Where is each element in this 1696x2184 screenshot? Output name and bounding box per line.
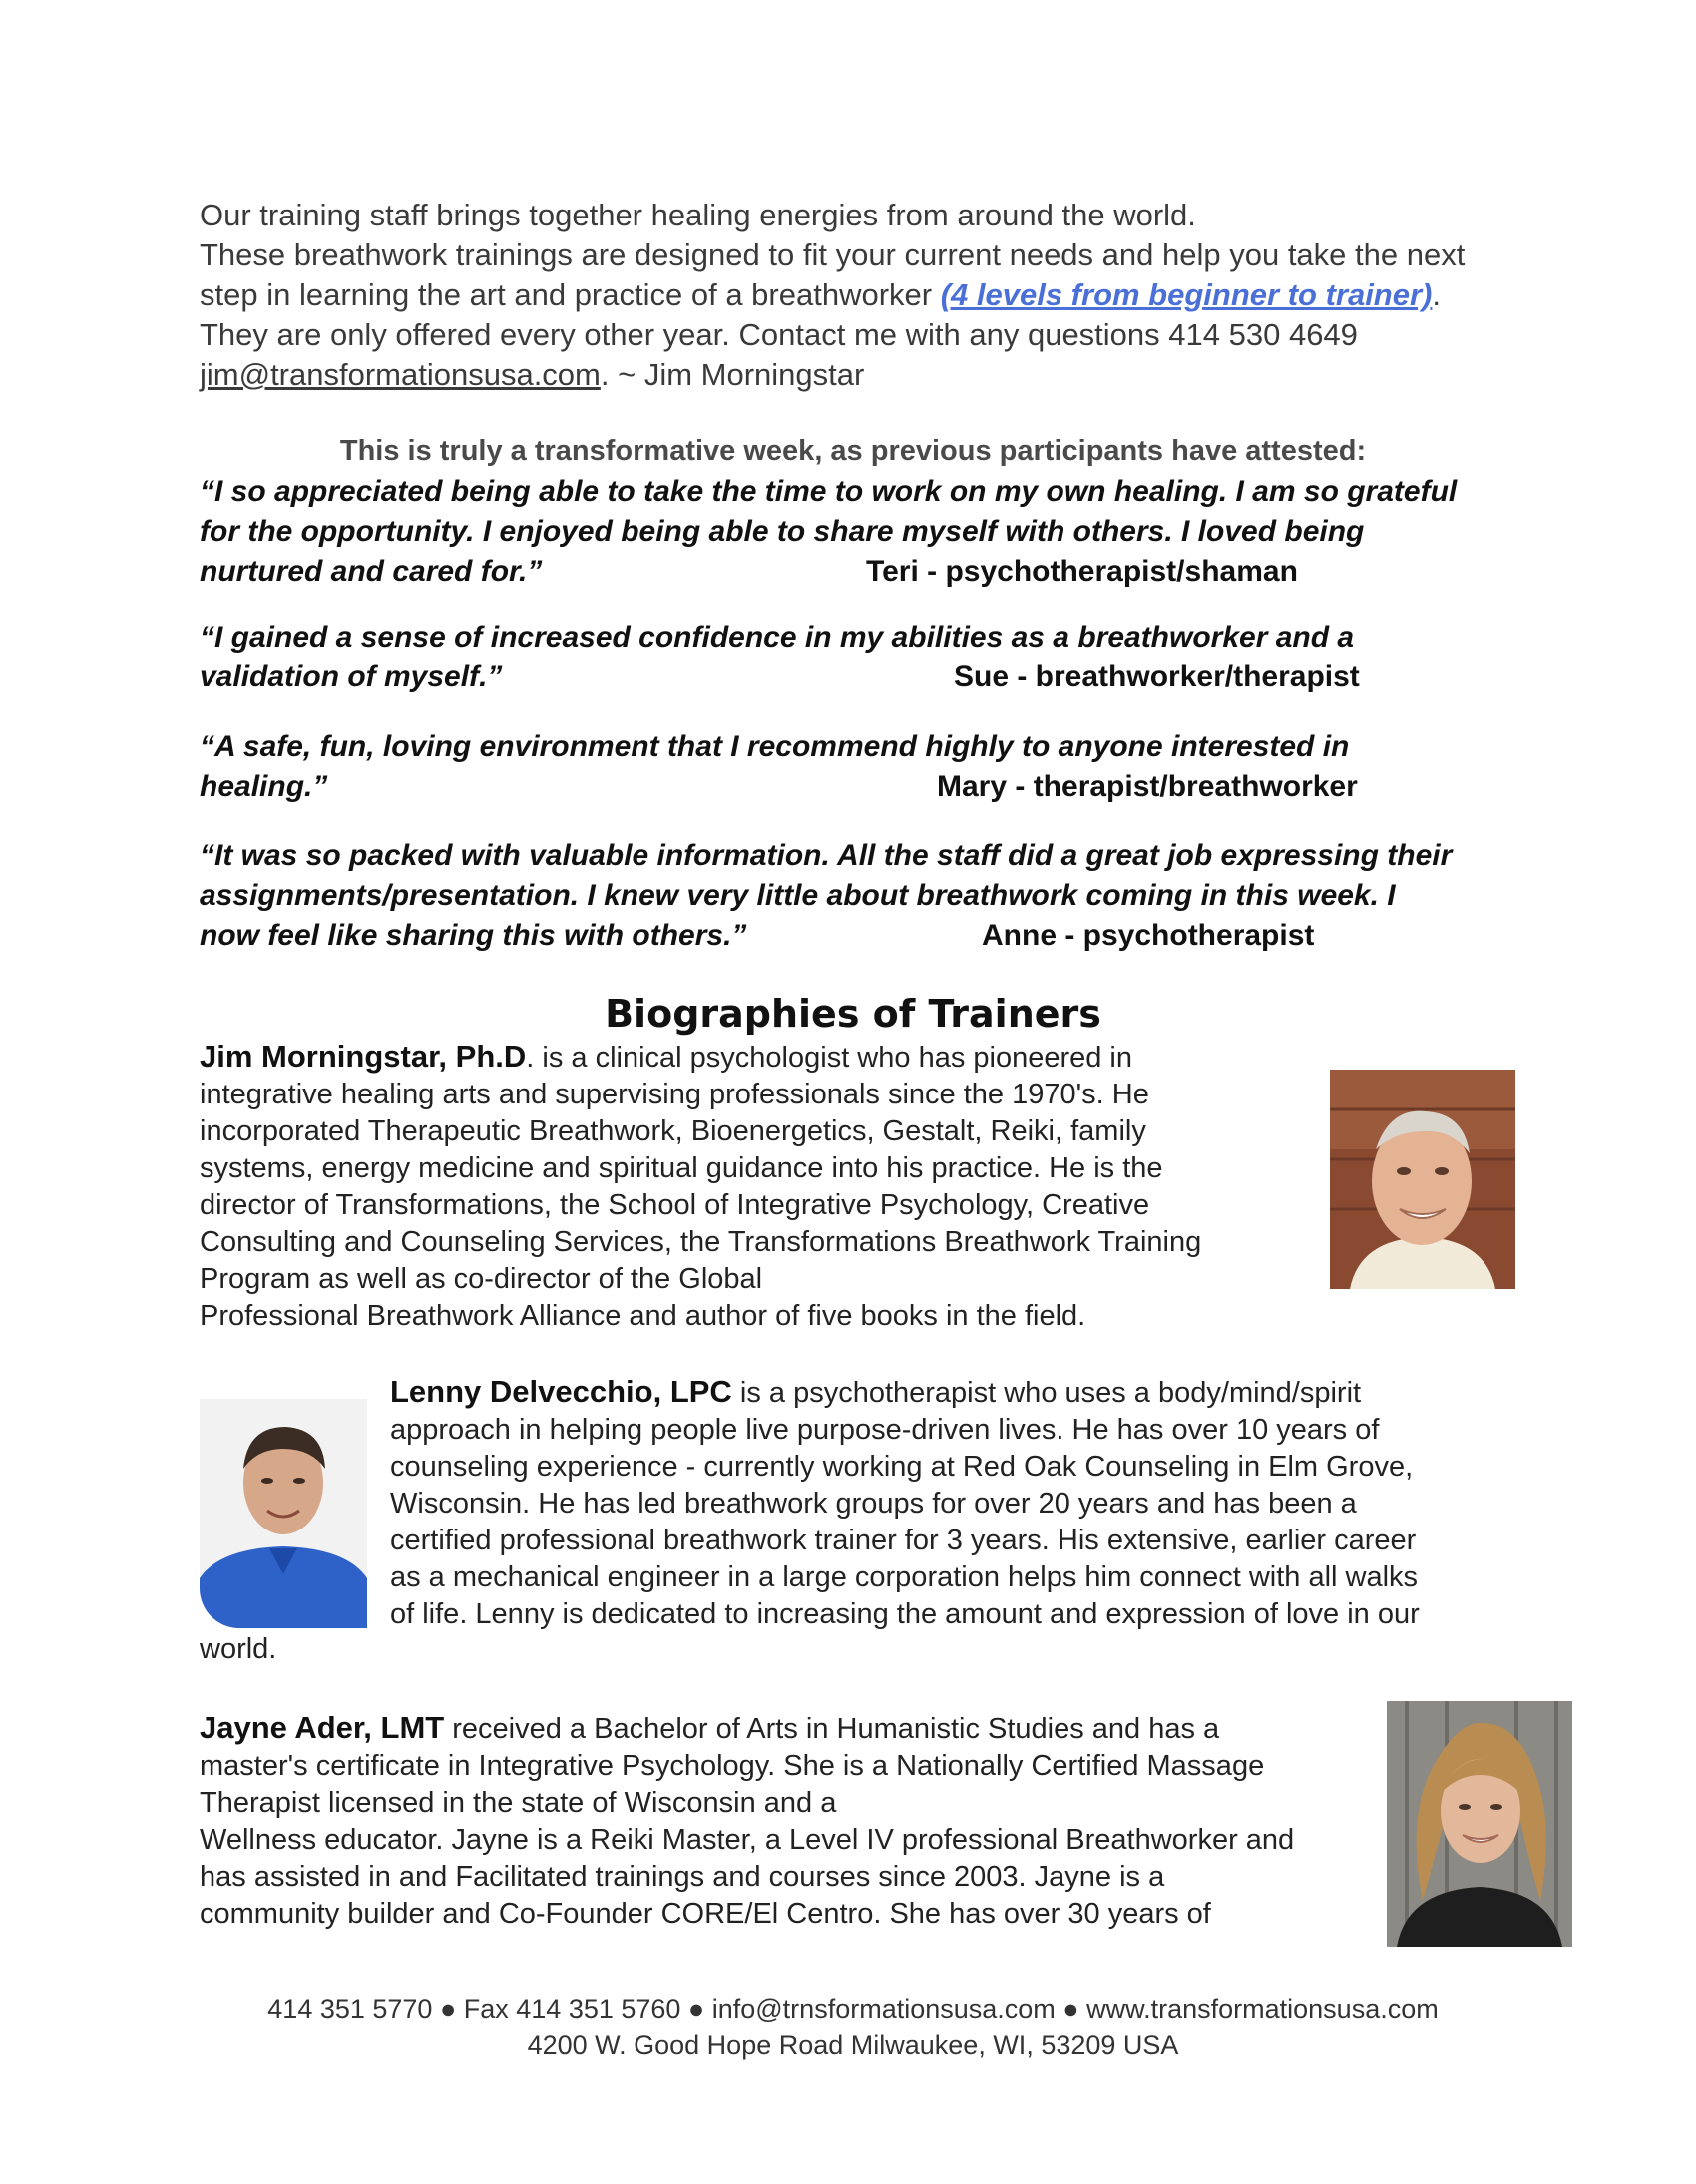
bio-line: integrative healing arts and supervising professionals since the 1970's. He bbox=[200, 1079, 1149, 1110]
bio-name: Jayne Ader, LMT bbox=[200, 1710, 445, 1745]
intro-contact-text: . They are only offered every other year. Contact me with any questions 414 530 4649 bbox=[200, 277, 1441, 352]
bio-line: as a mechanical engineer in a large corporation helps him connect with all walks bbox=[390, 1561, 1419, 1593]
quote-line: “A safe, fun, loving environment that I recommend highly to anyone interested in bbox=[200, 730, 1350, 763]
testimonial-anne bbox=[200, 836, 1516, 956]
bio-line: world. bbox=[200, 1633, 277, 1665]
portrait-icon bbox=[200, 1399, 367, 1628]
bio-line: Consulting and Counseling Services, the Transformations Breathwork Training bbox=[200, 1226, 1202, 1258]
bio-lenny-tail bbox=[200, 1631, 399, 1668]
bio-line: has assisted in and Facilitated trainings and courses since 2003. Jayne is a bbox=[200, 1861, 1165, 1893]
quote-attribution: Anne - psychotherapist bbox=[982, 919, 1315, 952]
quote-attribution: Mary - therapist/breathworker bbox=[937, 770, 1358, 803]
bio-name: Lenny Delvecchio, LPC bbox=[390, 1374, 732, 1409]
bio-line: community builder and Co-Founder CORE/El Centro. She has over 30 years of bbox=[200, 1898, 1211, 1930]
bio-line: systems, energy medicine and spiritual guidance into his practice. He is the bbox=[200, 1152, 1163, 1184]
footer-address: 4200 W. Good Hope Road Milwaukee, WI, 53209 USA bbox=[527, 2030, 1179, 2060]
testimonial-teri bbox=[200, 472, 1516, 592]
quote-line: assignments/presentation. I knew very little about breathwork coming in this week. I bbox=[200, 879, 1396, 912]
quote-line: “I so appreciated being able to take the time to work on my own healing. I am so grateful bbox=[200, 475, 1458, 508]
bio-line: Wellness educator. Jayne is a Reiki Master, a Level IV professional Breathworker and bbox=[200, 1824, 1295, 1856]
portrait-icon bbox=[1387, 1701, 1572, 1947]
bio-line: counseling experience - currently working at Red Oak Counseling in Elm Grove, bbox=[390, 1451, 1414, 1483]
intro-line-1: Our training staff brings together healing energies from around the world. bbox=[200, 198, 1196, 232]
bio-line: of life. Lenny is dedicated to increasing the amount and expression of love in our bbox=[390, 1598, 1420, 1630]
quote-line: “It was so packed with valuable information. All the staff did a great job expressing their bbox=[200, 839, 1453, 872]
bio-jayne bbox=[200, 1709, 1377, 1933]
bio-lenny bbox=[390, 1373, 1517, 1633]
photo-jim bbox=[1330, 1070, 1515, 1289]
footer-contact: 414 351 5770 ● Fax 414 351 5760 ● info@trnsformationsusa.com ● www.transformationsusa.com bbox=[267, 1994, 1439, 2024]
intro-text: These breathwork trainings are designed to fit your current needs and help you take the next step in learning the art and practice of a breathworker bbox=[200, 237, 1466, 312]
intro-signoff: . ~ Jim Morningstar bbox=[600, 357, 865, 392]
bio-line: Professional Breathwork Alliance and author of five books in the field. bbox=[200, 1300, 1086, 1332]
page-footer bbox=[200, 1991, 1506, 2063]
testimonial-sue bbox=[200, 618, 1516, 697]
portrait-icon bbox=[1330, 1070, 1515, 1289]
quote-line: now feel like sharing this with others.” bbox=[200, 919, 747, 952]
levels-link[interactable]: (4 levels from beginner to trainer) bbox=[940, 277, 1433, 312]
bio-line: Therapist licensed in the state of Wisconsin and a bbox=[200, 1787, 837, 1819]
email-link[interactable]: jim@transformationsusa.com bbox=[200, 357, 601, 392]
testimonials-heading: This is truly a transformative week, as previous participants have attested: bbox=[339, 435, 1367, 467]
quote-line: validation of myself.” bbox=[200, 660, 503, 693]
bio-line: Program as well as co-director of the Global bbox=[200, 1263, 763, 1295]
quote-line: “I gained a sense of increased confidence in my abilities as a breathworker and a bbox=[200, 621, 1355, 654]
intro-line-2 bbox=[200, 235, 1516, 395]
bio-line: incorporated Therapeutic Breathwork, Bioenergetics, Gestalt, Reiki, family bbox=[200, 1115, 1146, 1147]
quote-line: for the opportunity. I enjoyed being able to share myself with others. I loved being bbox=[200, 515, 1365, 548]
bio-jim bbox=[200, 1038, 1297, 1335]
bio-name: Jim Morningstar, Ph.D bbox=[200, 1039, 527, 1074]
testimonial-mary bbox=[200, 727, 1516, 807]
quote-line: nurtured and cared for.” bbox=[200, 555, 543, 588]
bio-line: . is a clinical psychologist who has pioneered in bbox=[526, 1042, 1133, 1074]
bio-line: director of Transformations, the School of Integrative Psychology, Creative bbox=[200, 1189, 1150, 1221]
bio-line: is a psychotherapist who uses a body/mind/spirit bbox=[731, 1377, 1362, 1409]
quote-line: healing.” bbox=[200, 770, 328, 803]
bio-line: master's certificate in Integrative Psychology. She is a Nationally Certified Massage bbox=[200, 1750, 1265, 1782]
bio-line: received a Bachelor of Arts in Humanistic Studies and has a bbox=[444, 1713, 1220, 1745]
intro-paragraph bbox=[200, 196, 1516, 395]
quote-attribution: Sue - breathworker/therapist bbox=[954, 660, 1360, 693]
quote-attribution: Teri - psychotherapist/shaman bbox=[866, 555, 1298, 588]
bio-line: approach in helping people live purpose-driven lives. He has over 10 years of bbox=[390, 1414, 1380, 1446]
photo-lenny bbox=[200, 1399, 367, 1628]
photo-jayne bbox=[1387, 1701, 1572, 1947]
bio-line: Wisconsin. He has led breathwork groups for over 20 years and has been a bbox=[390, 1488, 1357, 1520]
bio-line: certified professional breathwork trainer for 3 years. His extensive, earlier career bbox=[390, 1525, 1417, 1556]
biographies-title: Biographies of Trainers bbox=[605, 992, 1101, 1036]
